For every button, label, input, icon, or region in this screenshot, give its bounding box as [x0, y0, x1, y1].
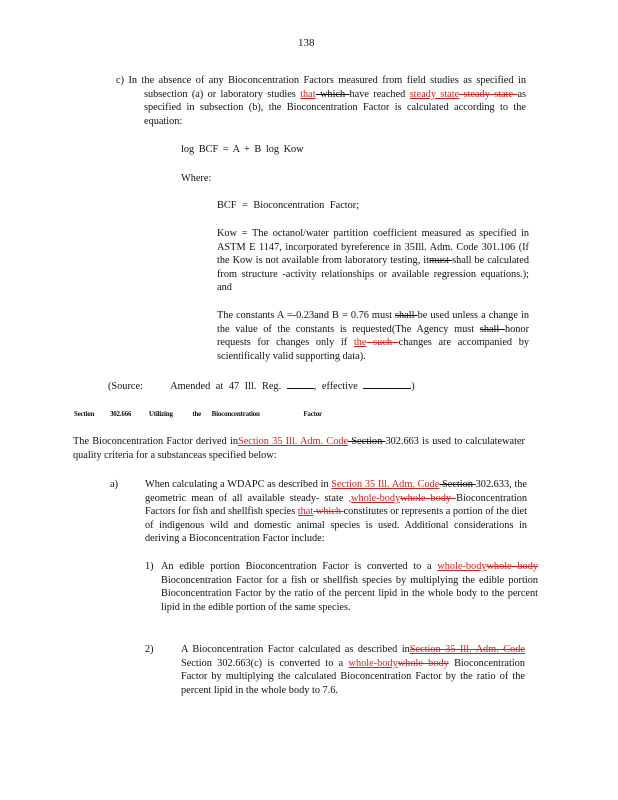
- paragraph-c-mid: have reached: [349, 88, 410, 100]
- paragraph-c: [116, 74, 526, 128]
- constants-text-c: honor requests for changes only if: [217, 323, 529, 349]
- section-title-1: Utilizing: [148, 410, 173, 418]
- insertion-whole-body-2: whole-body: [348, 657, 398, 669]
- deletion-shall-2: shall: [479, 323, 505, 335]
- deletion-whole-body-1: whole body: [486, 561, 538, 572]
- insertion-that-a: that: [297, 506, 314, 518]
- item-1-paragraph: [161, 560, 538, 614]
- deletion-shall: shall: [395, 310, 418, 321]
- paragraph-c-tail: as specified in subsection (b), the Bioconcentration Factor is calculated according to the equation:: [144, 88, 527, 127]
- intro-text-b: 302.663 is used to calculatewater quality criteria for a substanceas specified below:: [73, 436, 525, 461]
- deletion-whole-body: whole body: [400, 492, 457, 504]
- constants-text-d: changes are accompanied by scientifically valid supporting data).: [217, 337, 529, 362]
- deletion-section-a: Section: [439, 479, 476, 490]
- section-title-3: Bioconcentration: [211, 410, 260, 418]
- item-a-text-b: 302.633, the geometric mean of all available steady- state: [145, 479, 527, 504]
- insertion-section-ref-2: Section 35 Ill. Adm. Code: [409, 644, 525, 655]
- deletion-must: must: [429, 255, 453, 267]
- effective-date-blank: [363, 379, 411, 389]
- deletion-steady-state: steady state: [459, 88, 518, 100]
- item-2-paragraph: [181, 643, 525, 697]
- item-a-text-d: constitutes or represents a portion of the diet of indigenous wild and domestic animal species is used. Additional considerations in deriving a Bioconcentration Factor include:: [145, 506, 527, 545]
- intro-text-a: The Bioconcentration Factor derived in: [73, 436, 238, 447]
- deletion-section: Section: [348, 436, 386, 447]
- deletion-which-a: which: [313, 506, 344, 518]
- source-effective: , effective: [313, 381, 358, 392]
- source-label: (Source:: [108, 381, 143, 392]
- source-amended: Amended at 47 Ill. Reg.: [170, 381, 282, 392]
- constants-text-b: be used unless a change in the value of the constants is requested(The Agency must: [217, 310, 529, 335]
- section-heading: [74, 408, 322, 422]
- kow-definition-text-end: shall be calculated from structure -activity relationships or available regression equations.); and: [217, 255, 529, 294]
- item-a-paragraph: [145, 478, 527, 546]
- section-word: Section: [74, 410, 95, 418]
- bcf-definition: BCF = Bioconcentration Factor;: [217, 200, 360, 211]
- item-2-marker: 2): [145, 644, 154, 655]
- deletion-whole-body-2: whole body: [397, 657, 449, 669]
- item-a-text-c: Bioconcentration Factors for fish and shellfish species: [145, 492, 527, 518]
- page-number: 138: [298, 37, 315, 49]
- register-page-blank: [287, 379, 314, 389]
- insertion-section-ref: Section 35 Ill. Adm. Code: [237, 436, 349, 447]
- item-a-marker: a): [110, 479, 118, 490]
- insertion-that: that: [300, 88, 316, 100]
- item-1-text-b: Bioconcentration Factor for a fish or shellfish species by multiplying the edible portion Bioconcentration Factor by the ratio of the percent lipid in the whole body to the percent lipid in the edible portion of the same species.: [161, 574, 538, 613]
- deletion-such: such: [366, 337, 399, 349]
- where-label: Where:: [181, 173, 212, 184]
- item-2-text-c: Bioconcentration Factor by multiplying the calculated Bioconcentration Factor by the ratio of the percent lipid in the whole body to 7.6.: [181, 657, 525, 696]
- insertion-section-ref-a: Section 35 Ill. Adm. Code: [331, 479, 440, 490]
- constants-text-a: The constants A =-0.23and B = 0.76 must: [217, 310, 396, 321]
- item-1-text-a: An edible portion Bioconcentration Factor is converted to a: [161, 561, 438, 572]
- item-2-text-a: A Bioconcentration Factor calculated as described in: [181, 644, 410, 655]
- bcf-equation: log BCF = A + B log Kow: [181, 144, 304, 155]
- insertion-the: the: [353, 337, 367, 349]
- source-close: ): [411, 381, 415, 392]
- section-number: 302.666: [109, 410, 132, 418]
- section-title-4: Factor: [303, 410, 322, 418]
- item-2-text-b: Section 302.663(c) is converted to a: [181, 657, 349, 669]
- insertion-steady-state: steady state: [409, 88, 460, 100]
- constants-paragraph: [217, 309, 529, 363]
- source-note: [108, 379, 415, 394]
- intro-paragraph: [73, 435, 525, 462]
- item-1-marker: 1): [145, 561, 154, 572]
- kow-definition-text: Kow = The octanol/water partition coefficient measured as specified in ASTM E 1147, incorporated byreference in 35Ill. Adm. Code 301.106 (If the Kow is not available from laboratory testing, it: [217, 228, 529, 267]
- section-title-2: the: [192, 410, 202, 418]
- paragraph-c-lead: c) In the absence of any Bioconcentration Factors measured from field studies as specified in subsection (a) or laboratory studies: [116, 75, 526, 100]
- item-a-text-a: When calculating a WDAPC as described in: [145, 479, 332, 490]
- insertion-whole-body: ,whole-body: [348, 492, 401, 504]
- insertion-whole-body-1: whole-body: [437, 561, 487, 572]
- kow-definition: [217, 227, 529, 295]
- deletion-which: which: [315, 88, 350, 100]
